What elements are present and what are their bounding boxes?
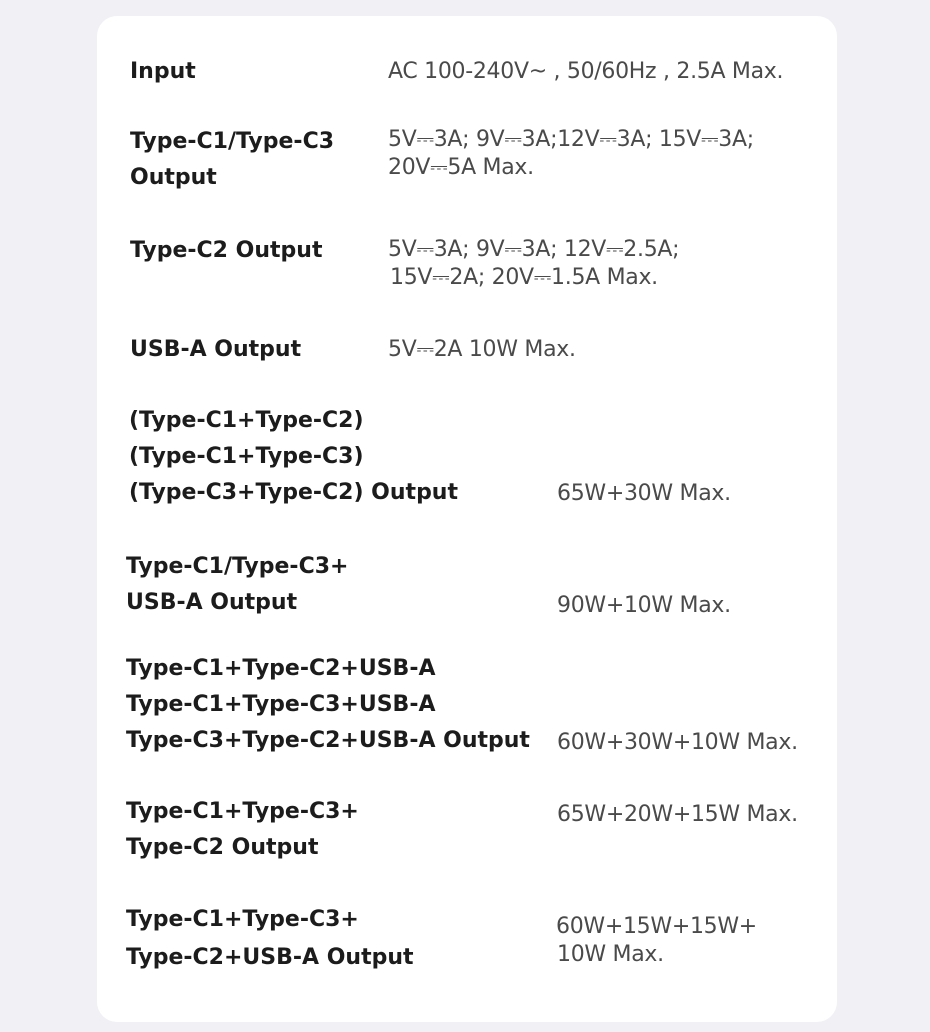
spec-value-line: 5V⎓2A 10W Max.	[388, 337, 576, 362]
spec-label-line: Type-C1/Type-C3	[130, 129, 335, 154]
spec-value-line: 10W Max.	[557, 942, 664, 967]
spec-label-input	[130, 54, 196, 90]
spec-value-line: 60W+15W+15W+	[556, 914, 757, 939]
spec-label-line: Type-C1+Type-C3+	[126, 799, 359, 824]
spec-label-triple-usb-a-output	[126, 651, 530, 759]
spec-label-line: Output	[130, 165, 217, 190]
spec-value-line: 5V⎓3A; 9V⎓3A; 12V⎓2.5A;	[388, 237, 680, 262]
spec-label-line: (Type-C1+Type-C3)	[129, 444, 364, 469]
spec-label-line: Type-C2+USB-A Output	[126, 945, 414, 970]
spec-value-line: 65W+30W Max.	[557, 481, 731, 506]
spec-label-usb-a-output	[130, 332, 301, 368]
spec-label-line: Type-C2 Output	[130, 238, 323, 263]
spec-label-c-plus-usb-a-output	[126, 549, 348, 621]
spec-label-line: Type-C1+Type-C3+USB-A	[126, 692, 436, 717]
spec-value-triple-c-output	[557, 797, 798, 833]
spec-value-type-c1-c3-output	[388, 126, 754, 182]
spec-label-line: USB-A Output	[130, 337, 302, 362]
spec-label-line: (Type-C3+Type-C2) Output	[129, 480, 458, 505]
spec-value-line: 5V⎓3A; 9V⎓3A;12V⎓3A; 15V⎓3A;	[388, 127, 754, 152]
spec-label-dual-c-output	[129, 403, 458, 511]
spec-label-line: (Type-C1+Type-C2)	[129, 408, 364, 433]
spec-label-all-ports-output	[126, 902, 414, 976]
spec-value-line: 60W+30W+10W Max.	[557, 730, 798, 755]
spec-value-all-ports-output	[556, 913, 757, 969]
spec-label-triple-c-output	[126, 794, 359, 866]
spec-label-type-c1-c3-output	[130, 124, 334, 196]
spec-value-usb-a-output	[388, 332, 576, 368]
spec-label-line: Type-C2 Output	[126, 835, 319, 860]
spec-label-line: Type-C3+Type-C2+USB-A Output	[126, 728, 530, 753]
spec-value-line: 15V⎓2A; 20V⎓1.5A Max.	[390, 265, 658, 290]
spec-label-line: Input	[130, 59, 196, 84]
spec-value-line: AC 100-240V~ , 50/60Hz , 2.5A Max.	[388, 59, 784, 84]
spec-label-line: USB-A Output	[126, 590, 298, 615]
spec-value-line: 20V⎓5A Max.	[388, 155, 534, 180]
spec-value-line: 65W+20W+15W Max.	[557, 802, 798, 827]
spec-value-input	[388, 54, 783, 90]
spec-label-line: Type-C1+Type-C2+USB-A	[126, 656, 436, 681]
spec-value-dual-c-output	[557, 476, 731, 512]
spec-label-line: Type-C1+Type-C3+	[126, 907, 359, 932]
spec-value-c-plus-usb-a-output	[557, 588, 731, 624]
spec-label-line: Type-C1/Type-C3+	[126, 554, 349, 579]
spec-value-line: 90W+10W Max.	[557, 593, 731, 618]
spec-value-type-c2-output	[388, 236, 679, 292]
spec-value-triple-usb-a-output	[557, 725, 798, 761]
spec-label-type-c2-output	[130, 233, 322, 269]
